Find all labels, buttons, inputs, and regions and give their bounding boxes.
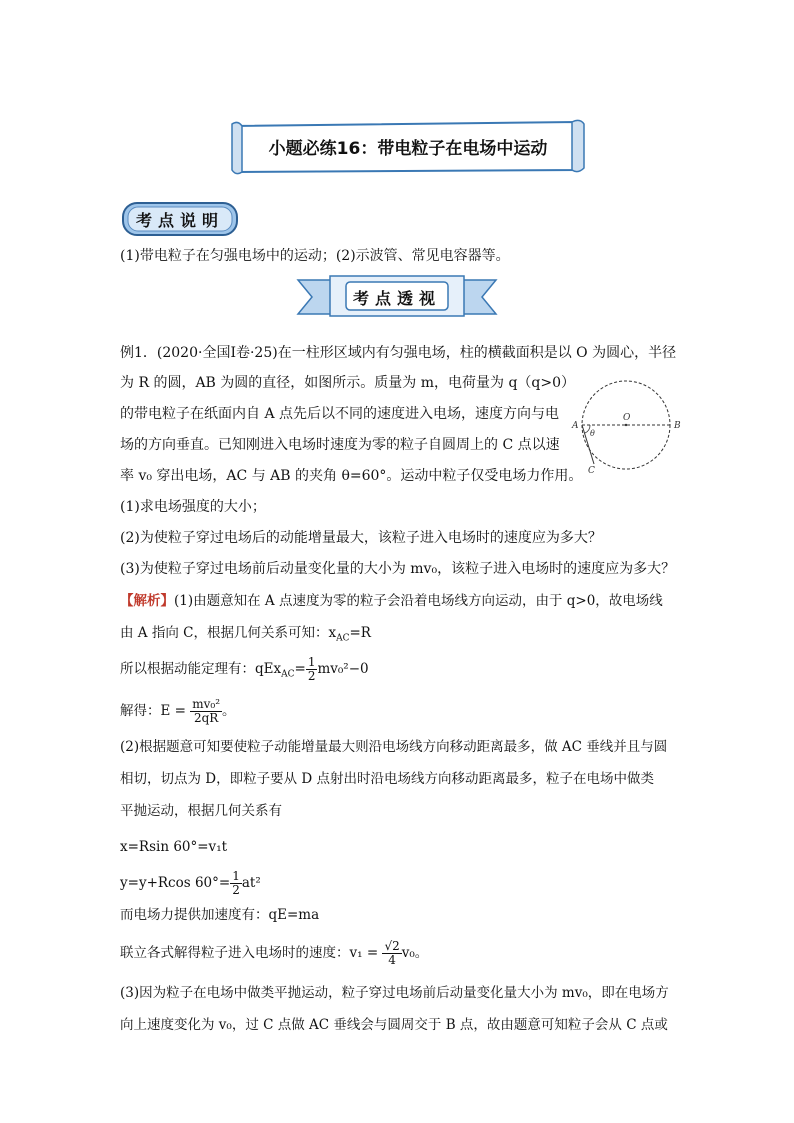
example-line: 的带电粒子在纸面内自 A 点先后以不同的速度进入电场，速度方向与电 xyxy=(120,406,560,422)
fraction xyxy=(190,698,222,725)
subscript: AC xyxy=(336,633,350,644)
analysis-text: 解得：E = xyxy=(120,703,186,719)
title-banner xyxy=(228,118,586,176)
question-2: (2)为使粒子穿过电场后的动能增量最大，该粒子进入电场时的速度应为多大？ xyxy=(120,530,602,546)
equation-line xyxy=(120,870,261,897)
denominator: 2qR xyxy=(193,711,219,725)
circle-diagram xyxy=(566,380,686,480)
fraction xyxy=(230,870,242,897)
label-theta: θ xyxy=(590,429,595,438)
circle-figure-icon xyxy=(566,380,686,480)
analysis-text: 所以根据动能定理有：qEx xyxy=(120,661,282,677)
analysis-text: = xyxy=(294,661,306,677)
subscript: AC xyxy=(281,669,295,680)
numerator: 1 xyxy=(307,655,316,669)
equation-line: 而电场力提供加速度有：qE=ma xyxy=(120,907,320,923)
analysis-text: y=y+Rcos 60°= xyxy=(120,875,231,891)
fraction xyxy=(306,656,318,683)
fraction xyxy=(382,940,401,967)
intro-text: (1)带电粒子在匀强电场中的运动；(2)示波管、常见电容器等。 xyxy=(120,248,510,264)
label-o: O xyxy=(623,413,631,423)
example-line: 场的方向垂直。已知刚进入电场时速度为零的粒子自圆周上的 C 点以速 xyxy=(120,437,560,453)
example-line: 为 R 的圆，AB 为圆的直径，如图所示。质量为 m，电荷量为 q（q>0） xyxy=(120,375,576,391)
page-title: 小题必练16：带电粒子在电场中运动 xyxy=(268,139,548,159)
analysis-line: 向上速度变化为 v₀，过 C 点做 AC 垂线会与圆周交于 B 点，故由题意可知粒子会从 C 点或 xyxy=(120,1017,668,1033)
question-3: (3)为使粒子穿过电场前后动量变化量的大小为 mv₀，该粒子进入电场时的速度应为多大？ xyxy=(120,561,676,577)
analysis-line: 平抛运动，根据几何关系有 xyxy=(120,803,282,819)
numerator: √2 xyxy=(384,939,400,953)
label-a: A xyxy=(572,421,579,431)
analysis-line xyxy=(120,698,236,725)
badge-label: 考点透视 xyxy=(352,289,441,308)
analysis-line xyxy=(120,624,371,648)
kaodian-toushi-badge xyxy=(296,270,498,324)
denominator: 2 xyxy=(232,883,240,897)
analysis-label: 【解析】 xyxy=(120,593,174,609)
analysis-text: 。 xyxy=(222,703,236,719)
label-c: C xyxy=(588,466,595,476)
label-b: B xyxy=(674,421,681,431)
analysis-line: (3)因为粒子在电场中做类平抛运动，粒子穿过电场前后动量变化量大小为 mv₀，即在电场方 xyxy=(120,985,669,1001)
analysis-text: =R xyxy=(349,625,371,641)
badge-label: 考点说明 xyxy=(135,211,224,230)
analysis-line xyxy=(120,592,663,610)
question-1: (1)求电场强度的大小； xyxy=(120,499,266,515)
analysis-text: 由 A 指向 C，根据几何关系可知：x xyxy=(120,625,337,641)
analysis-line xyxy=(120,656,369,684)
analysis-text: (1)由题意知在 A 点速度为零的粒子会沿着电场线方向运动，由于 q>0，故电场线 xyxy=(174,593,663,609)
analysis-text: at² xyxy=(241,875,261,891)
example-line: 率 v₀ 穿出电场，AC 与 AB 的夹角 θ=60°。运动中粒子仅受电场力作用。 xyxy=(120,468,583,484)
equation-line: x=Rsin 60°=v₁t xyxy=(120,839,228,855)
numerator: 1 xyxy=(232,869,240,883)
denominator: 4 xyxy=(388,953,396,967)
analysis-text: 联立各式解得粒子进入电场时的速度：v₁ = xyxy=(120,945,379,961)
equation-line xyxy=(120,940,428,967)
analysis-line: (2)根据题意可知要使粒子动能增量最大则沿电场线方向移动距离最多，做 AC 垂线并且与圆 xyxy=(120,739,668,755)
numerator: mv₀² xyxy=(192,697,221,711)
analysis-text: v₀。 xyxy=(401,945,429,961)
analysis-line: 相切，切点为 D，即粒子要从 D 点射出时沿电场线方向移动距离最多，粒子在电场中做类 xyxy=(120,771,655,787)
analysis-text: mv₀²−0 xyxy=(317,661,369,677)
example-line: 例1．(2020·全国Ⅰ卷·25)在一柱形区域内有匀强电场，柱的横截面积是以 O 为圆心，半径 xyxy=(120,345,677,361)
kaodian-shuoming-badge xyxy=(120,200,240,238)
denominator: 2 xyxy=(307,669,316,683)
